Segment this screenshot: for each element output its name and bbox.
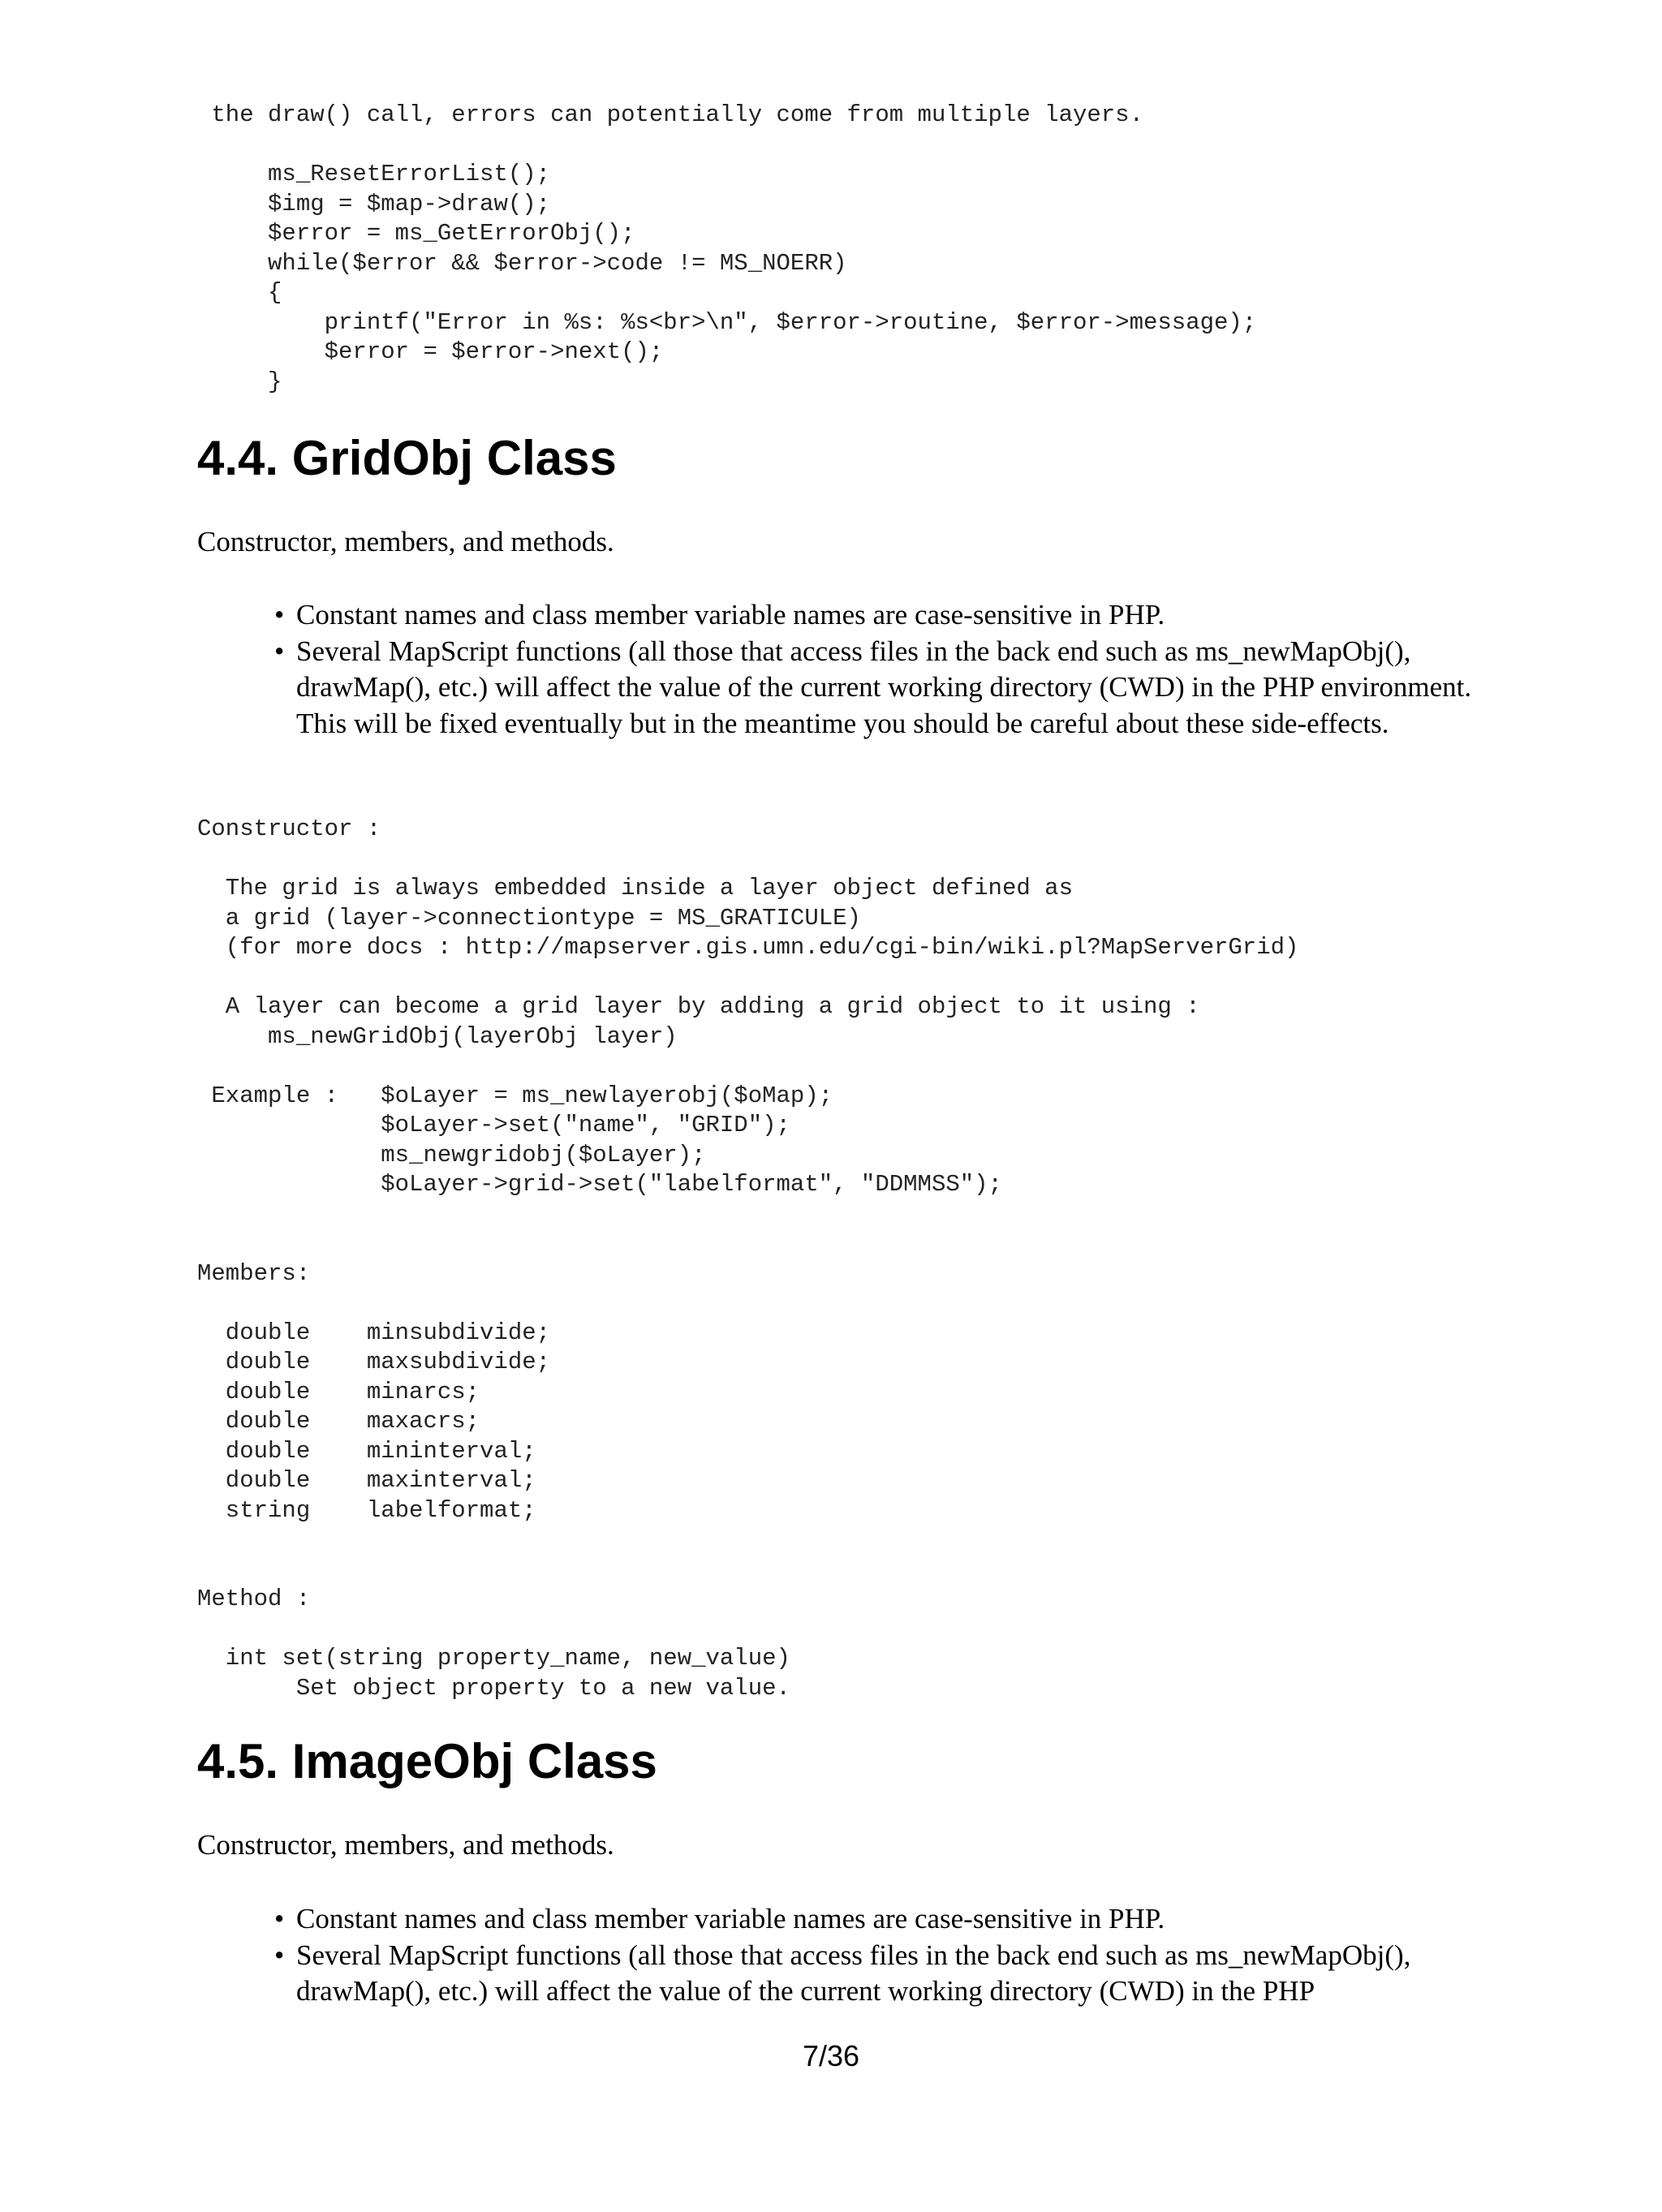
list-item-text: Constant names and class member variable names are case-sensitive in PHP. (296, 599, 1165, 630)
gridobj-reference-code-block: Constructor : The grid is always embedded inside a layer object defined as a grid (layer->connectiontype = MS_GRATICULE) (for more docs : http://mapserver.gis.umn.edu/cgi-bin/wiki.pl?MapServerGrid) A layer can become a grid layer by adding a grid object to it using : ms_newGridObj(layerObj layer) Example : $oLayer = ms_newlayerobj($oMap); $oLayer->set("name", "GRID"); ms_newgridobj($oLayer); $oLayer->grid->set("labelformat", "DDMMSS"); Members: double minsubdivide; double maxsubdivide; double minarcs; double maxacrs; double mininterval; double maxinterval; string labelformat; Method : int set(string property_name, new_value) Set object property to a new value. (197, 816, 1299, 1702)
gridobj-intro-text: Constructor, members, and methods. (197, 526, 614, 557)
section-heading-gridobj: 4.4. GridObj Class (197, 431, 617, 485)
list-item-text: Constant names and class member variable names are case-sensitive in PHP. (296, 1903, 1165, 1934)
bullet-icon: • (274, 599, 285, 630)
page-number: 7/36 (802, 2039, 860, 2072)
list-item-text: Several MapScript functions (all those that access files in the back end such as ms_newMapObj(), drawMap(), etc.) will affect the value of the current working directory (CWD) in the PHP environment. This will be fixed eventually but in the meantime you should be careful about these side-effects. (296, 635, 1472, 739)
list-item-text: Several MapScript functions (all those that access files in the back end such as ms_newMapObj(), drawMap(), etc.) will affect the value of the current working directory (CWD) in the PHP (296, 1939, 1411, 2007)
list-item (274, 597, 1508, 634)
imageobj-notes-list (274, 1901, 1508, 2010)
bullet-icon: • (274, 1939, 285, 1971)
error-handling-code-block: the draw() call, errors can potentially come from multiple layers. ms_ResetErrorList(); $img = $map->draw(); $error = ms_GetErrorObj(); while($error && $error->code != MS_NOERR) { printf("Error in %s: %s<br>\n", $error->routine, $error->message); $error = $error->next(); } (211, 101, 1257, 395)
imageobj-intro-text: Constructor, members, and methods. (197, 1829, 614, 1861)
list-item (274, 634, 1508, 742)
bullet-icon: • (274, 635, 285, 667)
section-heading-imageobj: 4.5. ImageObj Class (197, 1734, 657, 1788)
list-item (274, 1901, 1508, 1938)
list-item (274, 1938, 1508, 2010)
bullet-icon: • (274, 1903, 285, 1934)
gridobj-notes-list (274, 597, 1508, 742)
